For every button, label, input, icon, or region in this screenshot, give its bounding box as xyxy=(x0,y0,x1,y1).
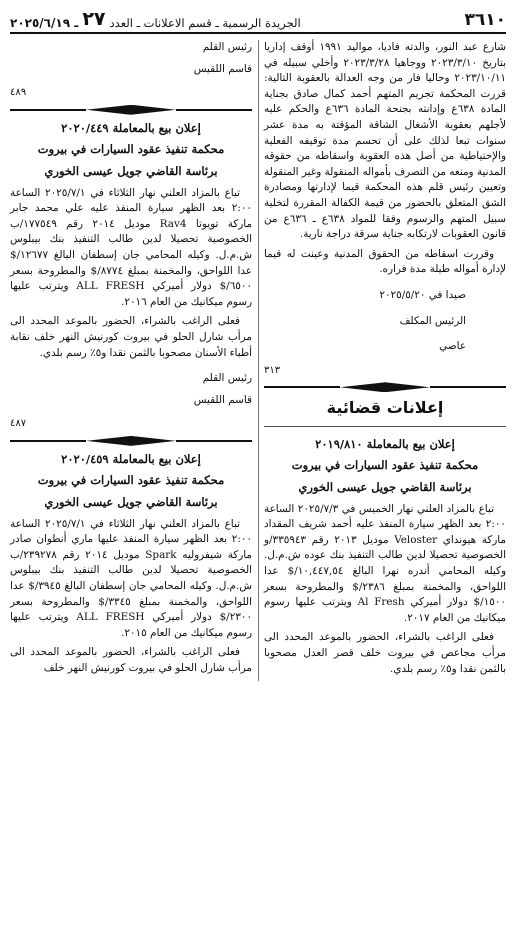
right-column xyxy=(264,40,506,681)
notice-number: ٣١٣ xyxy=(264,364,281,376)
ad-judge: برئاسة القاضي جويل عيسى الخوري xyxy=(44,495,218,510)
sign-title: رئيس القلم xyxy=(202,372,252,385)
gazette-title: الجريدة الرسمية ـ قسم الاعلانات ـ العدد xyxy=(109,16,301,30)
top-sign-name: قاسم اللقيس xyxy=(193,62,252,75)
sign-name: قاسم اللقيس xyxy=(193,393,252,406)
header-title-group xyxy=(10,8,301,30)
ad-title: إعلان بيع بالمعاملة ٢٠٢٠/٤٥٩ xyxy=(61,451,201,466)
ornament-divider xyxy=(10,105,252,115)
ad-body-2: فعلى الراغب بالشراء، الحضور بالموعد المحدد الى مرأب شارل الحلو في بيروت كورنيش النهر خلف xyxy=(10,646,252,674)
column-divider xyxy=(258,40,259,681)
left-column xyxy=(10,40,252,681)
page-number: ٣٦١٠ xyxy=(464,10,506,30)
sign-title: الرئيس المكلف xyxy=(399,314,466,327)
notice-number: ٤٨٧ xyxy=(10,418,27,430)
divider xyxy=(264,426,506,427)
notice-number: ٤٨٩ xyxy=(10,87,27,99)
ad-judge: برئاسة القاضي جويل عيسى الخوري xyxy=(44,163,218,178)
ad-title: إعلان بيع بالمعاملة ٢٠٢٠/٤٤٩ xyxy=(61,120,201,135)
ad-title: إعلان بيع بالمعاملة ٢٠١٩/٨١٠ xyxy=(315,436,455,451)
ad-body-2: فعلى الراغب بالشراء، الحضور بالموعد المحدد الى مرأب شارل الحلو في بيروت كورنيش النهر خلف نقابة أطباء الأسنان مصحوبا بالثمن نقدا و٥٪ رسم بلدي. xyxy=(10,315,252,359)
issue-date: ـ ٢٠٢٥/٦/١٩ xyxy=(10,16,79,30)
ad-body: تباع بالمزاد العلني نهار الثلاثاء في ٢٠٢٥/٧/١ الساعة ٢:٠٠ بعد الظهر سيارة المنفذ عليه علي محمد جابر ماركة تويوتا Rav4 موديل ٢٠١٤ رقم ١٧٧٥٤٩/ب الخصوصية تحصيلا لدين طالب التنفيذ بنك بيبلوس ش.م.ل. وكيله المحامي جان إسطفان البالغ ١٢٦٧٧/$ عدا اللواحق، والمخمنة بمبلغ ٨٧٧٤/$ والمطروحة بسعر ٦٥٠٠/$ دولار أميركي ALL FRESH ويترتب عليها رسوم ميكانيك من العام ٢٠١٦. xyxy=(10,186,253,308)
ad-body: تباع بالمزاد العلني نهار الخميس في ٢٠٢٥/٧/٣ الساعة ٢:٠٠ بعد الظهر سيارة المنفذ عليه أحمد شريف المقداد ماركة هيونداي Veloster موديل ٢٠١٣ رقم ٣٣٥٩٤٣/و الخصوصية تحصيلا لدين طالب التنفيذ بنك عوده ش.م.ل. وكيله المحامي أندره نهرا البالغ ١٠,٤٤٧,٥٤/$ عدا اللواحق، والمخمنة بمبلغ ٢٣٨٦/$ والمطروحة بسعر ١٥٠٠/$ دولار أميركي Al Fresh ويترتب عليها رسوم ميكانيك من العام ٢٠١٧. xyxy=(264,502,506,624)
ad-judge: برئاسة القاضي جويل عيسى الخوري xyxy=(298,480,472,495)
ornament-divider xyxy=(10,436,252,446)
ad-court: محكمة تنفيذ عقود السيارات في بيروت xyxy=(37,473,225,488)
page-header xyxy=(10,8,506,34)
issue-number: ٢٧ xyxy=(82,8,106,30)
top-sign-title: رئيس القلم xyxy=(202,41,252,53)
sign-date: صيدا في ٢٠٢٥/٥/٢٠ xyxy=(379,288,466,301)
ad-body-2: فعلى الراغب بالشراء، الحضور بالموعد المحدد الى مرأب مجاعص في بيروت خلف قصر العدل مصحوبا بالثمن نقدا و٥٪ رسم بلدي. xyxy=(264,631,506,675)
continuation-text-2: وقررت اسقاطه من الحقوق المدنية وعينت له قيما لإدارة أمواله طيلة مدة فراره. xyxy=(264,247,506,276)
section-title: إعلانات قضائية xyxy=(326,398,444,418)
ornament-divider xyxy=(264,382,506,392)
sign-name: عاصي xyxy=(439,340,466,353)
ad-court: محكمة تنفيذ عقود السيارات في بيروت xyxy=(291,458,479,473)
continuation-text: شارع عبد النور، والدته فاديا، مواليد ١٩٩١ أوقف إداريا بتاريخ ٢٠٢٣/٣/١٠ ووجاهيا ٢٠٢٣/٣/٢٨ وأخلي سبيله في ٢٠٢٣/١٠/١١ وحاليا فار من وجه العدالة بالعقوبة التالية: قررت المحكمة تجريم المتهم أحمد كمال صادق بجناية المادة ٦٣٨ع وإدانته بجنحة المادة ٦٣٦ع والحكم عليه لأجلهم بعقوبة الأشغال الشاقة المؤقتة به مدة عشر سنوات تبعا لذلك على أن تحسم مدة توقيفه الفعلية والإحتياطية من أصل هذه العقوبة واسقاطه من حقوقه المدنية ومنعه من التصرف بأمواله المنقولة وغير المنقولة وتعيين رئيس قلم هذه المحكمة قيما لإدارتها ومصادرة الشق المتعلق بالحضور من قيمة الكفالة المقررة لتخلية سبيل المتهم والرسوم وفقا للمواد ٦٣٨ع ـ ٦٣٦ع من قانون العقوبات لارتكابه جناية سرقة دراجة نارية. xyxy=(264,41,506,241)
ad-body: تباع بالمزاد العلني نهار الثلاثاء في ٢٠٢٥/٧/١ الساعة ٢:٠٠ بعد الظهر سيارة المنفذ عليها ماري أنطوان صادر ماركة شيفروليه Spark موديل ٢٠١٤ رقم ٢٣٩٢٧٨/ب الخصوصية تحصيلا لدين طالب التنفيذ بنك بيبلوس ش.م.ل. وكيله المحامي جان إسطفان البالغ ٣٩٤٥/$ عدا اللواحق، والمخمنة بمبلغ ٣٣٤٥/$ والمطروحة بسعر ٢٣٠٠/$ دولار أميركي ALL FRESH ويترتب عليها رسوم ميكانيك من العام ٢٠١٥. xyxy=(10,517,253,639)
columns xyxy=(10,40,506,681)
ad-court: محكمة تنفيذ عقود السيارات في بيروت xyxy=(37,142,225,157)
